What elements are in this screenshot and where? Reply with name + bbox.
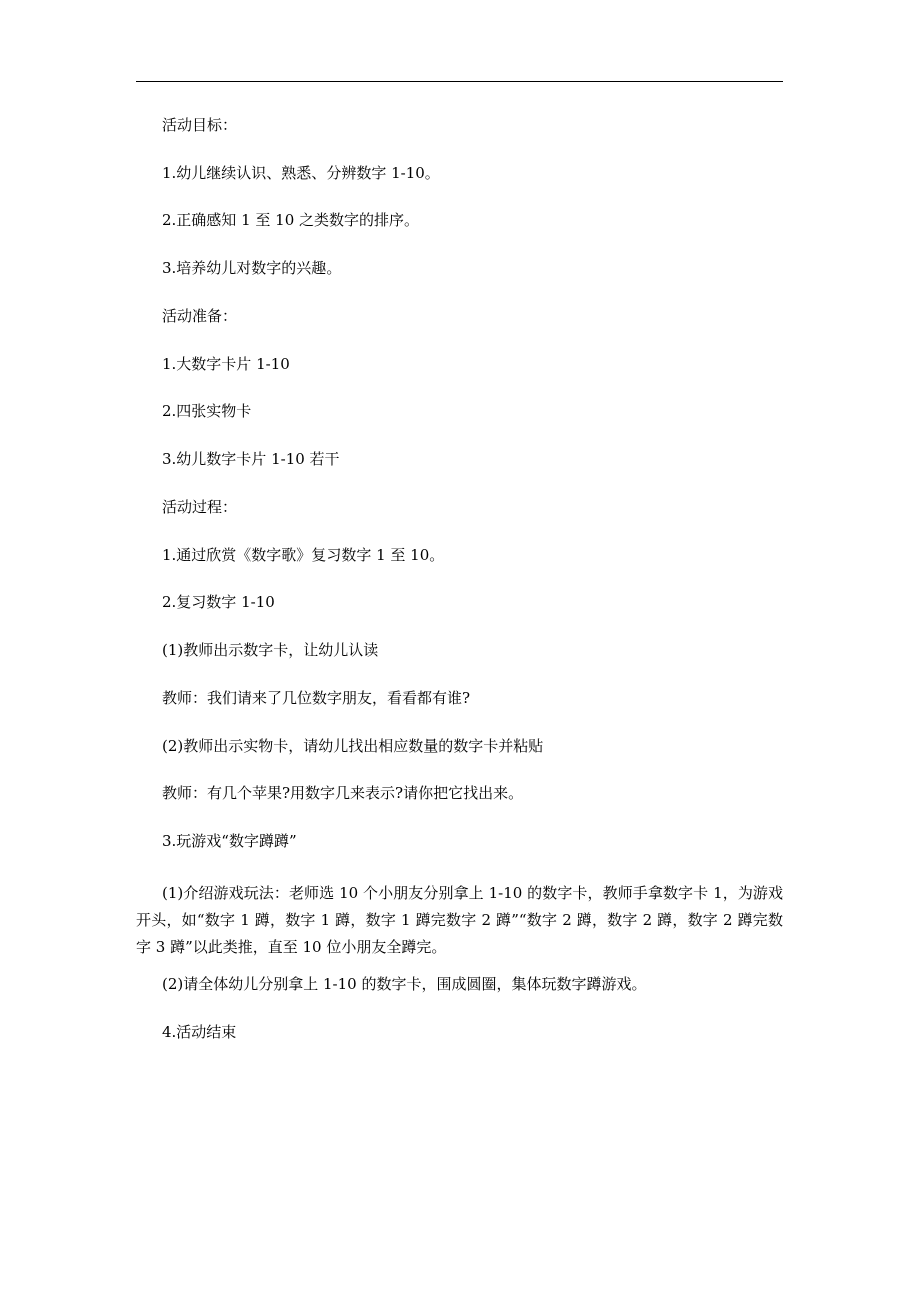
preparation-item-1: 1.大数字卡片 1-10 xyxy=(162,355,290,373)
goal-item-2: 2.正确感知 1 至 10 之类数字的排序。 xyxy=(162,211,420,229)
heading-activity-preparation: 活动准备： xyxy=(162,307,238,325)
teacher-line-1: 教师：我们请来了几位数字朋友，看看都有谁? xyxy=(162,689,471,707)
process-step-3: 3.玩游戏“数字蹲蹲” xyxy=(162,832,297,850)
process-step-4: 4.活动结束 xyxy=(162,1023,237,1041)
goal-item-1: 1.幼儿继续认识、熟悉、分辨数字 1-10。 xyxy=(162,164,440,182)
process-step-2-sub-1: (1)教师出示数字卡，让幼儿认读 xyxy=(162,641,379,659)
process-step-2-sub-2: (2)教师出示实物卡，请幼儿找出相应数量的数字卡并粘贴 xyxy=(162,737,544,755)
heading-activity-process: 活动过程： xyxy=(162,498,238,516)
goal-item-3: 3.培养幼儿对数字的兴趣。 xyxy=(162,259,342,277)
process-step-3-sub-2: (2)请全体幼儿分别拿上 1-10 的数字卡，围成圆圈，集体玩数字蹲游戏。 xyxy=(162,975,647,993)
process-step-1: 1.通过欣赏《数字歌》复习数字 1 至 10。 xyxy=(162,546,445,564)
teacher-line-2: 教师：有几个苹果?用数字几来表示?请你把它找出来。 xyxy=(162,784,524,802)
preparation-item-2: 2.四张实物卡 xyxy=(162,402,252,420)
game-rules-paragraph: (1)介绍游戏玩法：老师选 10 个小朋友分别拿上 1-10 的数字卡，教师手拿数字卡 1，为游戏开头，如“数字 1 蹲，数字 1 蹲，数字 1 蹲完数字 2 蹲”“数字 2 蹲，数字 2 蹲，数字 2 蹲完数字 3 蹲”以此类推，直至 10 位小朋友全蹲完。 xyxy=(136,884,783,956)
heading-activity-goals: 活动目标： xyxy=(162,116,238,134)
preparation-item-3: 3.幼儿数字卡片 1-10 若干 xyxy=(162,450,340,468)
process-step-2: 2.复习数字 1-10 xyxy=(162,593,275,611)
